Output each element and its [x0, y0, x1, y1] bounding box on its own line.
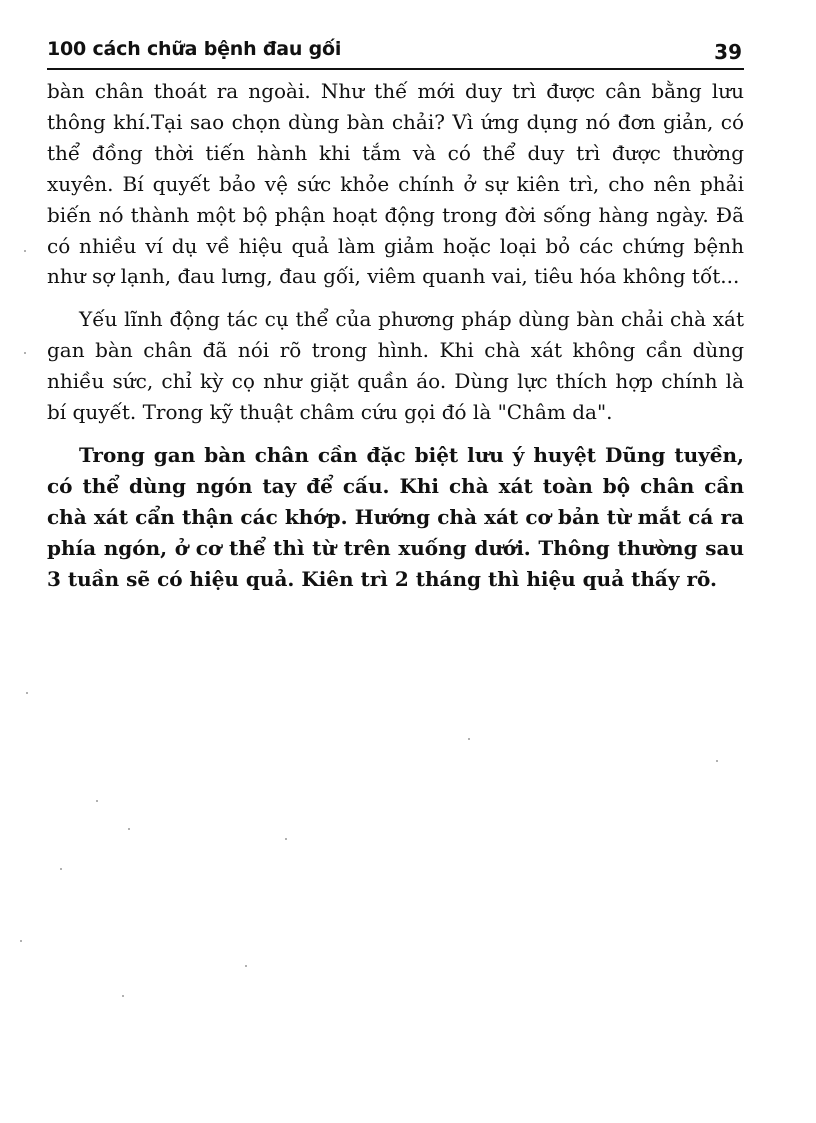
scan-speck [122, 995, 124, 997]
paragraph-continuation: bàn chân thoát ra ngoài. Như thế mới duy trì được cân bằng lưu thông khí.Tại sao chọn dùng bàn chải? Vì ứng dụng nó đơn giản, có thể đồng thời tiến hành khi tắm và có thể duy trì được thường xuyên. Bí quyết bảo vệ sức khỏe chính ở sự kiên trì, cho nên phải biến nó thành một bộ phận hoạt động trong đời sống hàng ngày. Đã có nhiều ví dụ về hiệu quả làm giảm hoặc loại bỏ các chứng bệnh như sợ lạnh, đau lưng, đau gối, viêm quanh vai, tiêu hóa không tốt... [47, 79, 744, 289]
paragraph-technique: Yếu lĩnh động tác cụ thể của phương pháp dùng bàn chải chà xát gan bàn chân đã nói rõ trong hình. Khi chà xát không cần dùng nhiều sức, chỉ kỳ cọ như giặt quần áo. Dùng lực thích hợp chính là bí quyết. Trong kỹ thuật châm cứu gọi đó là "Châm da". [47, 307, 744, 425]
scan-speck [245, 965, 247, 967]
scan-speck [285, 838, 287, 840]
scan-speck [20, 940, 22, 942]
page-number: 39 [714, 40, 742, 64]
scan-speck [128, 828, 130, 830]
book-title: 100 cách chữa bệnh đau gối [47, 38, 342, 60]
scan-speck [24, 250, 26, 252]
scan-speck [24, 352, 26, 354]
running-header [47, 36, 744, 70]
scan-speck [60, 868, 62, 870]
scan-speck [26, 692, 28, 694]
paragraph-acupoint: Trong gan bàn chân cần đặc biệt lưu ý huyệt Dũng tuyền, có thể dùng ngón tay để cấu. Khi chà xát toàn bộ chân cần chà xát cẩn thận các khớp. Hướng chà xát cơ bản từ mắt cá ra phía ngón, ở cơ thể thì từ trên xuống dưới. Thông thường sau 3 tuần sẽ có hiệu quả. Kiên trì 2 tháng thì hiệu quả thấy rõ. [47, 442, 744, 591]
scan-speck [96, 800, 98, 802]
scan-speck [468, 738, 470, 740]
body-text [47, 76, 744, 607]
scan-speck [716, 760, 718, 762]
